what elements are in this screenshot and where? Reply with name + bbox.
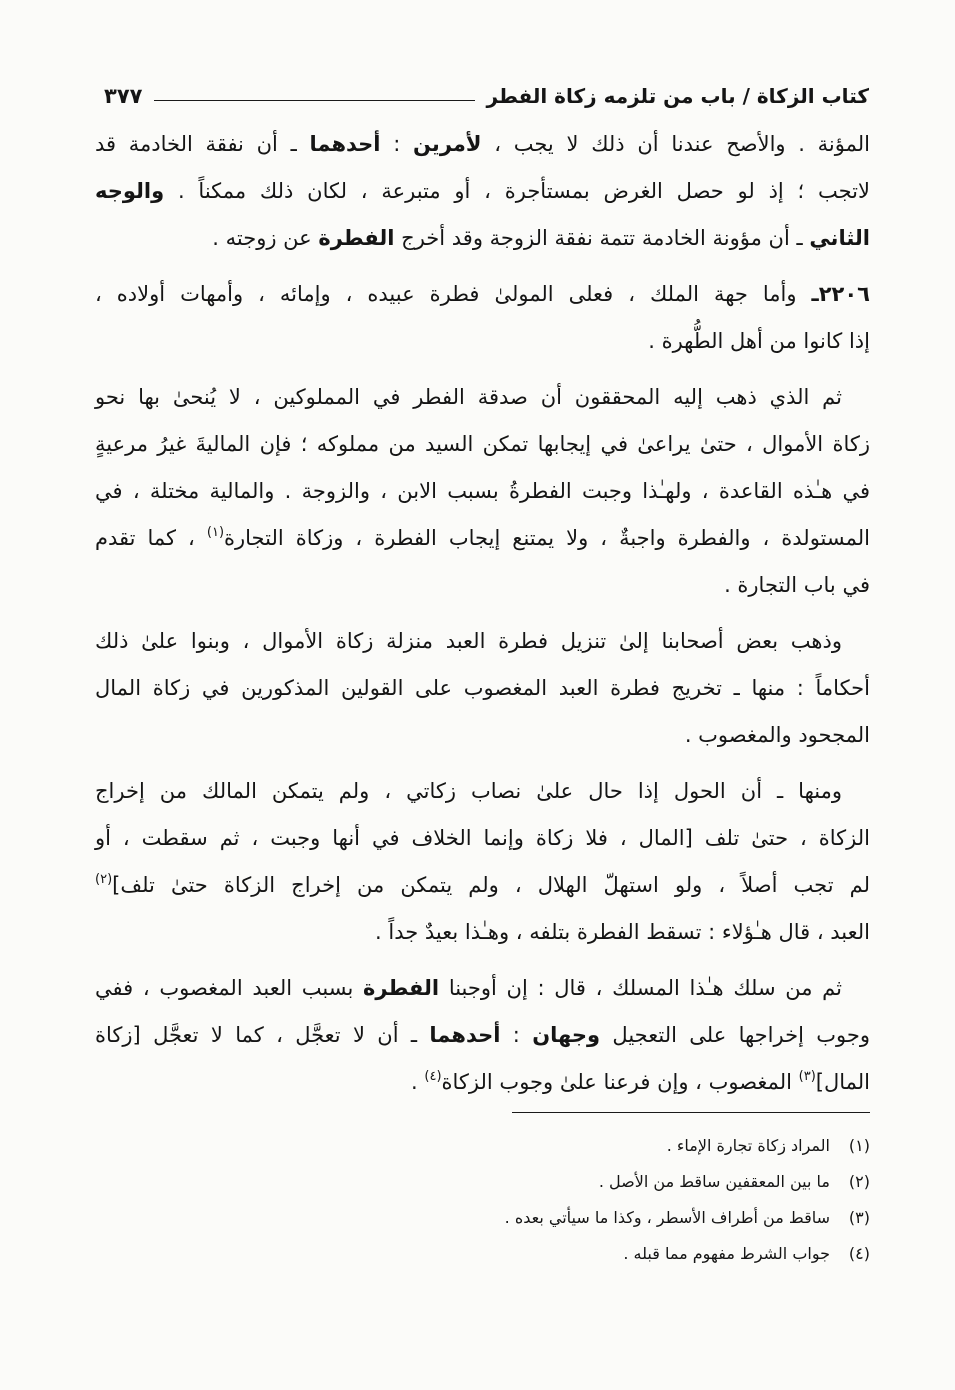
text-line (95, 712, 870, 759)
text-run: العبد ، قال هـٰؤلاء : تسقط الفطرة بتلفه ، وهـٰذا بعيدٌ جداً . (375, 920, 870, 944)
text-line (95, 215, 870, 262)
text-line (95, 168, 870, 215)
footnote-separator (512, 1112, 870, 1113)
footnote-ref: (٤) (424, 1068, 442, 1084)
paragraph (95, 271, 870, 365)
text-run: أحكاماً : منها ـ تخريج فطرة العبد المغصوب على القولين المذكورين في زكاة المال (95, 676, 870, 700)
footnote-number: (٤) (848, 1244, 870, 1263)
bold-term: أحدهما (429, 1023, 501, 1047)
text-run: ثم من سلك هـٰذا المسلك ، قال : إن أوجبنا (439, 976, 843, 1000)
paragraph (95, 965, 870, 1106)
text-run: : (380, 132, 414, 156)
footnote-ref: (١) (206, 524, 225, 540)
page-number: ٣٧٧ (104, 84, 143, 108)
footnote-ref: (٢) (95, 871, 113, 887)
text-line (95, 862, 870, 909)
text-line (95, 1059, 870, 1106)
footnote (95, 1200, 870, 1236)
text-line (95, 468, 870, 515)
text-run: وذهب بعض أصحابنا إلىٰ تنزيل فطرة العبد منزلة زكاة الأموال ، وبنوا علىٰ ذلك (95, 629, 842, 653)
footnote-text: ساقط من أطراف الأسطر ، وكذا ما سيأتي بعده . (504, 1208, 830, 1227)
text-line (95, 515, 870, 562)
footnote-ref: (٣) (798, 1068, 816, 1084)
header-rule (154, 100, 474, 101)
text-run: ـ أن نفقة الخادمة قد (95, 132, 310, 156)
main-text (95, 121, 870, 1106)
footnote (95, 1236, 870, 1272)
text-run: ثم الذي ذهب إليه المحققون أن صدقة الفطر في المملوكين ، لا يُنحىٰ بها نحو (95, 385, 842, 409)
text-run: عن زوجته . (212, 226, 319, 250)
text-run: لم تجب أصلاً ، ولو استهلّ الهلال ، ولم يتمكن من إخراج الزكاة حتىٰ تلف] (112, 873, 870, 897)
paragraph (95, 618, 870, 759)
text-run: إذا كانوا من أهل الطُّهرة . (648, 329, 870, 353)
text-run: الزكاة ، حتىٰ تلف [المال ، فلا زكاة وإنما الخلاف في أنها وجبت ، ثم سقطت ، أو (95, 826, 870, 850)
paragraph (95, 374, 870, 609)
footnote (95, 1128, 870, 1164)
text-line (95, 909, 870, 956)
text-run: المستولدة ، والفطرة واجبةٌ ، ولا يمتنع إيجاب الفطرة ، وزكاة التجارة (224, 526, 870, 550)
text-run: وجوب إخراجها على التعجيل (600, 1023, 870, 1047)
footnotes (95, 1128, 870, 1272)
footnote-number: (٢) (848, 1172, 870, 1191)
text-run: المجحود والمغصوب . (684, 723, 870, 747)
bold-term: الثاني (809, 226, 870, 250)
text-line (95, 665, 870, 712)
bold-term: وجهان (532, 1023, 601, 1047)
footnote-number: (١) (848, 1136, 870, 1155)
text-line (95, 318, 870, 365)
text-run: . (411, 1070, 425, 1094)
text-line (95, 421, 870, 468)
text-run: ـ أن لا تعجَّل ، كما لا تعجَّل [زكاة (95, 1023, 430, 1047)
text-run: المغصوب ، وإن فرعنا علىٰ وجوب الزكاة (441, 1070, 799, 1094)
text-run: زكاة الأموال ، حتىٰ يراعىٰ في إيجابها تمكن السيد من مملوكه ؛ فإن الماليةَ غيرُ مرعيةٍ (95, 432, 870, 456)
footnote-text: جواب الشرط مفهوم مما قبله . (623, 1244, 830, 1263)
text-line (95, 121, 870, 168)
text-run: بسبب العبد المغصوب ، ففي (95, 976, 363, 1000)
text-run: : (500, 1023, 533, 1047)
bold-term: ٢٢٠٦ـ (811, 282, 870, 306)
bold-term: لأمرين (413, 132, 482, 156)
bold-term: والوجه (95, 179, 165, 203)
paragraph (95, 768, 870, 956)
footnote-number: (٣) (848, 1208, 870, 1227)
running-header (104, 76, 869, 116)
bold-term: أحدهما (309, 132, 381, 156)
text-run: ومنها ـ أن الحول إذا حال علىٰ نصاب زكاتي ، ولم يتمكن المالك من إخراج (95, 779, 842, 803)
text-line (95, 1012, 870, 1059)
footnote-text: المراد زكاة تجارة الإماء . (666, 1136, 830, 1155)
text-run: في باب التجارة . (724, 573, 870, 597)
footnote-text: ما بين المعقفين ساقط من الأصل . (598, 1172, 830, 1191)
text-run: في هـٰذه القاعدة ، ولهـٰذا وجبت الفطرةُ بسبب الابن ، والزوجة . والمالية مختلة ، في (95, 479, 870, 503)
text-line (95, 768, 870, 815)
footnote (95, 1164, 870, 1200)
running-head-title: كتاب الزكاة / باب من تلزمه زكاة الفطر (486, 84, 869, 108)
text-run: المؤنة . والأصح عندنا أن ذلك لا يجب ، (481, 132, 871, 156)
text-line (95, 965, 870, 1012)
text-line (95, 815, 870, 862)
text-run: ، كما تقدم (95, 526, 207, 550)
text-line (95, 562, 870, 609)
text-run: لاتجب ؛ إذ لو حصل الغرض بمستأجرة ، أو متبرعة ، لكان ذلك ممكناً . (164, 179, 870, 203)
bold-term: الفطرة (318, 226, 395, 250)
text-run: وأما جهة الملك ، فعلى المولىٰ فطرة عبيده ، وإمائه ، وأمهات أولاده ، (95, 282, 812, 306)
bold-term: الفطرة (363, 976, 440, 1000)
text-line (95, 271, 870, 318)
text-run: ـ أن مؤونة الخادمة تتمة نفقة الزوجة وقد أخرج (394, 226, 810, 250)
text-line (95, 618, 870, 665)
text-line (95, 374, 870, 421)
paragraph (95, 121, 870, 262)
text-run: المال] (815, 1070, 870, 1094)
